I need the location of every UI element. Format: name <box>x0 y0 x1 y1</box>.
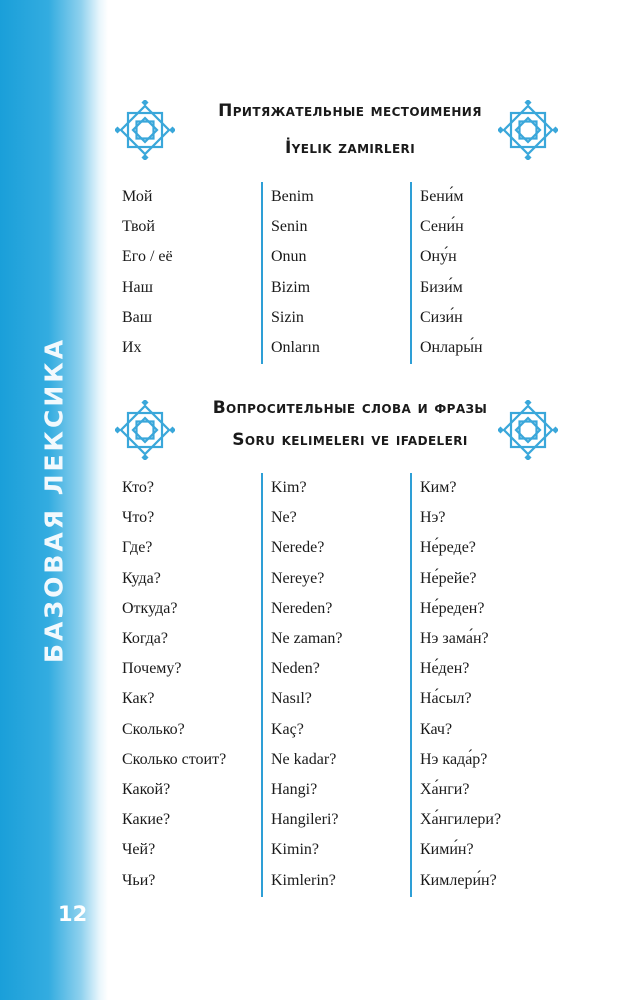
word-ru: Ваш <box>122 308 153 326</box>
word-pron: Кими́н? <box>420 841 474 859</box>
page-number: 12 <box>58 902 88 926</box>
word-ru: Как? <box>122 690 155 708</box>
word-tr: Ne kadar? <box>271 750 337 768</box>
word-pron: Не́реден? <box>420 599 485 617</box>
section-title-tr: İyelik zamirleri <box>284 138 416 158</box>
word-tr: Hangileri? <box>271 811 339 829</box>
word-pron: Онлары́н <box>420 339 483 357</box>
word-tr: Senin <box>271 218 308 236</box>
word-ru: Твой <box>122 218 155 236</box>
turkish-column <box>271 182 320 363</box>
word-pron: Нэ када́р? <box>420 750 488 768</box>
russian-column <box>122 473 226 896</box>
word-ru: Чей? <box>122 841 156 859</box>
word-tr: Neden? <box>271 660 320 678</box>
pronunciation-column <box>420 182 483 363</box>
russian-column <box>122 182 173 363</box>
word-tr: Nereye? <box>271 569 325 587</box>
section-title-tr: Soru kelimeleri ve ifadeleri <box>232 430 468 450</box>
word-pron: Сизи́н <box>420 308 463 326</box>
word-ru: Какой? <box>122 781 171 799</box>
word-tr: Nerede? <box>271 539 325 557</box>
column-divider <box>261 473 263 897</box>
word-tr: Hangi? <box>271 781 318 799</box>
word-pron: Нэ зама́н? <box>420 630 489 648</box>
word-pron: Ону́н <box>420 248 457 266</box>
word-pron: Нэ? <box>420 509 446 527</box>
word-ru: Кто? <box>122 479 154 496</box>
section-side-title: БАЗОВАЯ ЛЕКСИКА <box>39 336 69 664</box>
word-ru: Что? <box>122 509 155 527</box>
word-tr: Benim <box>271 188 314 205</box>
word-tr: Onların <box>271 339 320 357</box>
word-pron: Не́рейе? <box>420 569 477 587</box>
word-ru: Сколько? <box>122 720 185 738</box>
column-divider <box>261 182 263 364</box>
word-ru: Куда? <box>122 569 161 587</box>
word-tr: Sizin <box>271 308 304 326</box>
word-pron: На́сыл? <box>420 690 472 708</box>
word-ru: Мой <box>122 188 153 205</box>
word-pron: Бени́м <box>420 188 464 205</box>
word-ru: Их <box>122 339 142 357</box>
word-ru: Чьи? <box>122 871 156 889</box>
word-ru: Когда? <box>122 630 168 648</box>
word-pron: Ха́нгилери? <box>420 811 502 829</box>
word-tr: Nereden? <box>271 599 333 617</box>
word-ru: Его / её <box>122 248 173 266</box>
word-ru: Откуда? <box>122 599 178 617</box>
section-title-ru: Вопросительные слова и фразы <box>212 398 488 418</box>
word-pron: Бизи́м <box>420 278 463 296</box>
word-pron: Ким? <box>420 479 457 496</box>
word-pron: Ха́нги? <box>420 781 470 799</box>
pronunciation-column <box>420 473 501 896</box>
word-tr: Ne? <box>271 509 297 527</box>
word-tr: Kimlerin? <box>271 871 336 889</box>
word-tr: Kimin? <box>271 841 319 859</box>
word-pron: Кач? <box>420 720 453 738</box>
word-pron: Не́реде? <box>420 539 476 557</box>
word-tr: Kim? <box>271 479 307 496</box>
column-divider <box>410 182 412 364</box>
word-pron: Кимлери́н? <box>420 871 497 889</box>
word-tr: Kaç? <box>271 720 304 738</box>
column-divider <box>410 473 412 897</box>
word-pron: Сени́н <box>420 218 464 236</box>
word-ru: Почему? <box>122 660 182 678</box>
word-tr: Ne zaman? <box>271 630 343 648</box>
section-title-ru: Притяжательные местоимения <box>218 101 482 121</box>
word-ru: Какие? <box>122 811 171 829</box>
turkish-column <box>271 473 343 896</box>
word-tr: Bizim <box>271 278 311 296</box>
word-ru: Наш <box>122 278 153 296</box>
word-tr: Onun <box>271 248 307 266</box>
word-tr: Nasıl? <box>271 690 312 708</box>
word-pron: Не́ден? <box>420 660 470 678</box>
word-ru: Сколько стоит? <box>122 750 227 768</box>
word-ru: Где? <box>122 539 153 557</box>
